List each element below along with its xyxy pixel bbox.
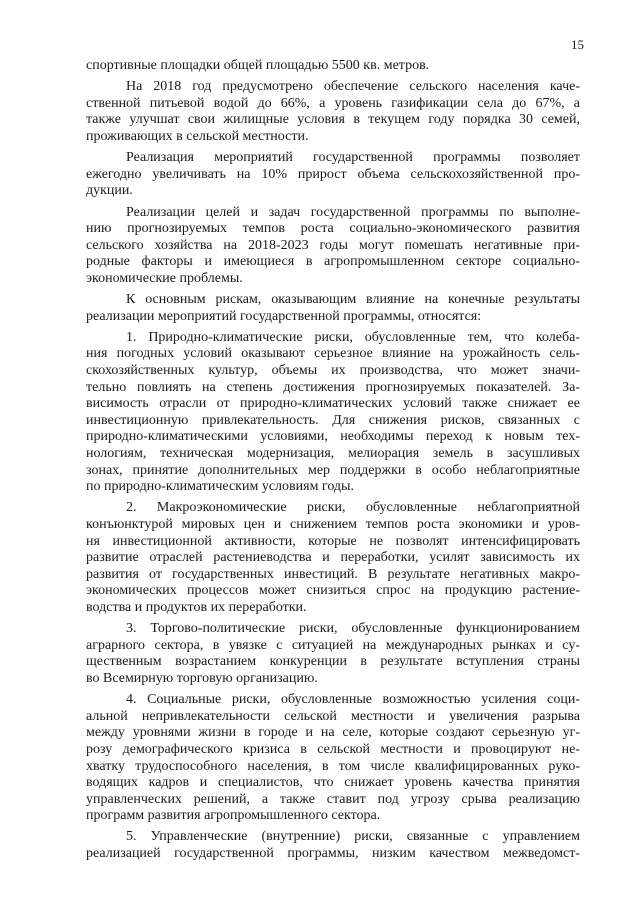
text-line: развитие отраслей растениеводства и переработки, усилят зависимость их [86, 550, 580, 566]
text-line: между уровнями жизни в городе и на селе, которые создают серьезную уг- [86, 725, 580, 741]
text-line: спортивные площадки общей площадью 5500 кв. метров. [86, 58, 430, 73]
paragraph [86, 330, 580, 496]
text-line: программ развития агропромышленного сектора. [86, 808, 381, 824]
paragraph [86, 205, 580, 288]
paragraph [86, 692, 580, 825]
paragraph [86, 621, 580, 687]
text-line: по природно-климатическим условиям годы. [86, 479, 354, 495]
text-line: тельно повлиять на степень достижения прогнозируемых показателей. За- [86, 379, 580, 395]
text-line: 3. Торгово-политические риски, обусловленные функционированием [126, 621, 580, 637]
page-number: 15 [571, 37, 584, 52]
text-line: розу демографического кризиса в сельской местности и провоцируют не- [86, 741, 580, 757]
text-line: развития от государственных инвестиций. В результате негативных макро- [86, 566, 580, 582]
text-line: природно-климатическими условиями, необходимы переход к новым тех- [86, 429, 580, 445]
text-line: водящих кадров и специалистов, что снижает уровень качества принятия [86, 775, 580, 791]
text-line: родные факторы и имеющиеся в агропромышленном секторе социально- [86, 254, 580, 270]
text-line: ния погодных условий оказывают серьезное влияние на урожайность сель- [86, 346, 580, 362]
text-line: инвестиционную привлекательность. Для снижения рисков, связанных с [86, 412, 580, 428]
text-line: дукции. [86, 183, 133, 199]
text-line: конъюнктурой мировых цен и снижением темпов роста экономики и уров- [86, 517, 580, 532]
text-line: скохозяйственных культур, объемы их производства, что может значи- [86, 363, 580, 379]
text-line: нологиям, техническая модернизация, мелиорация земель в засушливых [86, 446, 580, 462]
text-line: Реализация мероприятий государственной программы позволяет [126, 150, 580, 166]
text-line: щественным возрастанием конкуренции в результате вступления страны [86, 654, 580, 670]
text-line: 5. Управленческие (внутренние) риски, связанные с управлением [126, 829, 580, 845]
text-line: также улучшат свои жилищные условия в текущем году порядка 30 семей, [86, 112, 580, 128]
text-line: реализации мероприятий государственной программы, относятся: [86, 308, 482, 324]
text-line: 4. Социальные риски, обусловленные возможностью усиления соци- [126, 692, 580, 708]
text-line: хватку трудоспособного населения, в том числе квалифицированных руко- [86, 758, 580, 774]
text-line: во Всемирную торговую организацию. [86, 670, 318, 686]
paragraph [86, 58, 580, 75]
text-line: экономических процессов может снизиться спрос на продукцию растение- [86, 583, 580, 599]
text-line: висимость отрасли от природно-климатических условий также снижает ее [86, 396, 580, 412]
text-line: нию прогнозируемых темпов роста социально-экономического развития [86, 221, 580, 237]
text-line: аграрного сектора, в увязке с ситуацией на международных рынках и су- [86, 637, 580, 653]
text-line: ня инвестиционной активности, которые не позволят интенсифицировать [86, 533, 580, 549]
document-body [86, 58, 580, 867]
text-line: ежегодно увеличивать на 10% прирост объема сельскохозяйственной про- [86, 166, 580, 182]
text-line: На 2018 год предусмотрено обеспечение сельского населения каче- [126, 79, 580, 95]
paragraph [86, 829, 580, 862]
text-line: водства и продуктов их переработки. [86, 599, 307, 615]
paragraph [86, 79, 580, 145]
text-line: зонах, принятие дополнительных мер поддержки в особо неблагоприятные [86, 462, 580, 478]
text-line: реализацией государственной программы, низким качеством межведомст- [86, 846, 580, 862]
text-line: экономические проблемы. [86, 270, 243, 286]
text-line: 2. Макроэкономические риски, обусловленные неблагоприятной [126, 500, 580, 516]
text-line: управленческих решений, а также ставит под угрозу срыва реализацию [86, 791, 580, 807]
text-line: ственной питьевой водой до 66%, а уровень газификации села до 67%, а [86, 95, 580, 111]
text-line: К основным рискам, оказывающим влияние на конечные результаты [126, 292, 580, 308]
text-line: альной непривлекательности сельской местности и увеличения разрыва [86, 708, 580, 724]
text-line: Реализации целей и задач государственной программы по выполне- [126, 204, 580, 220]
paragraph [86, 150, 580, 200]
text-line: сельского хозяйства на 2018-2023 годы могут помешать негативные при- [86, 237, 580, 253]
paragraph [86, 292, 580, 325]
paragraph [86, 500, 580, 616]
text-line: проживающих в сельской местности. [86, 128, 309, 144]
text-line: 1. Природно-климатические риски, обусловленные тем, что колеба- [126, 329, 580, 345]
